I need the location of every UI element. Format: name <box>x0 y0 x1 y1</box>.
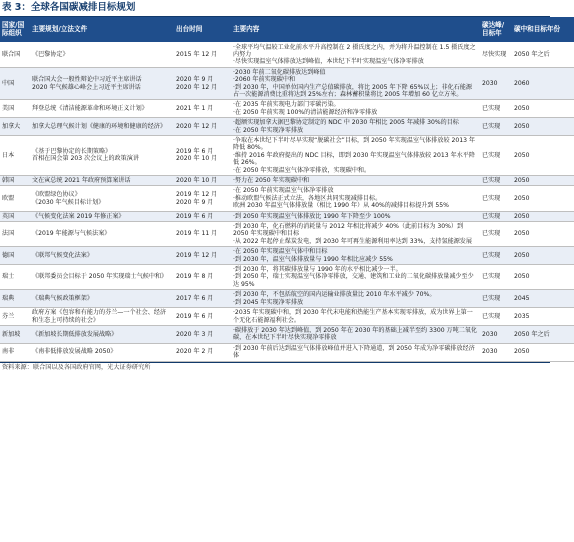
cell-country: 韩国 <box>0 176 30 186</box>
cell-neutral-year: 2050 <box>512 265 574 290</box>
cell-content <box>231 211 480 221</box>
table-row <box>0 308 574 326</box>
cell-country: 中国 <box>0 67 30 100</box>
cell-country: 瑞士 <box>0 265 30 290</box>
content-line: ·尽快实现温室气体排放达到峰值，本世纪下半叶实现温室气体净零排放 <box>233 58 424 66</box>
cell-country: 日本 <box>0 135 30 175</box>
carbon-targets-table <box>0 17 574 362</box>
document-line: 《基于巴黎协定的长期策略》 <box>32 148 112 156</box>
cell-time <box>174 67 231 100</box>
cell-peak-year: 已实现 <box>480 100 512 118</box>
content-line: ·在 2050 年实现温室气体净零排放，实现碳中和。 <box>233 166 371 174</box>
content-line: ·到 2030 年，温室气体排放量与 1990 年相比应减少 55% <box>233 255 393 263</box>
cell-time <box>174 247 231 265</box>
column-header-peak-year: 碳达峰/目标年 <box>480 17 512 42</box>
content-line: ·到 2030 年，化石燃料的消耗量与 2012 年相比将减少 40%（此前目标为 30%）到 2050 年实现碳中和目标 <box>233 223 464 238</box>
cell-time <box>174 135 231 175</box>
document-line: 《联邦委员会目标于 2050 年实现瑞士气候中和》 <box>32 273 168 281</box>
cell-peak-year: 已实现 <box>480 186 512 211</box>
content-line: ·2030 年前二氧化碳排放达到峰值 <box>233 68 326 76</box>
content-line: ·推动欧盟气候法正式立法，各地区共同实现减排目标。 <box>233 194 382 202</box>
cell-neutral-year: 2050 年之后 <box>512 325 574 343</box>
table-row <box>0 265 574 290</box>
time-line: 2020 年 10 月 <box>176 155 218 163</box>
cell-document <box>30 325 174 343</box>
cell-document <box>30 176 174 186</box>
table-title: 表 3：全球各国碳减排目标规划 <box>0 0 550 17</box>
cell-country: 加拿大 <box>0 118 30 136</box>
cell-peak-year: 已实现 <box>480 176 512 186</box>
document-line: 《南非低排放发展战略 2050》 <box>32 348 117 356</box>
cell-time <box>174 42 231 67</box>
cell-document <box>30 211 174 221</box>
column-header-time: 出台时间 <box>174 17 231 42</box>
document-line: 《瑞典气候政策框架》 <box>32 294 93 302</box>
cell-time <box>174 308 231 326</box>
column-header-neutral-year: 碳中和目标年份 <box>512 17 574 42</box>
cell-neutral-year: 2050 <box>512 343 574 361</box>
cell-peak-year: 已实现 <box>480 308 512 326</box>
cell-time <box>174 325 231 343</box>
document-line: 2020 年气候雄心峰会上习近平主席讲话 <box>32 83 141 91</box>
cell-time <box>174 118 231 136</box>
table-row <box>0 67 574 100</box>
content-line: ·2060 年前实现碳中和 <box>233 76 296 84</box>
cell-country: 欧盟 <box>0 186 30 211</box>
content-line: ·到 2050 年实现温室气体排放比 1990 年下降至少 100% <box>233 212 391 220</box>
cell-document <box>30 247 174 265</box>
table-row <box>0 42 574 67</box>
cell-peak-year: 尽快实现 <box>480 42 512 67</box>
cell-content <box>231 42 480 67</box>
cell-country: 瑞典 <box>0 290 30 308</box>
content-line: ·在 2050 年前实现 100%的清洁能源经济和净零排放 <box>233 108 378 116</box>
cell-peak-year: 2030 <box>480 343 512 361</box>
content-line: ·到 2030 年前后达到温室气体排放峰值并进入下降通道，到 2050 年成为净零碳排放经济体 <box>233 344 475 360</box>
time-line: 2019 年 6 月 <box>176 312 214 320</box>
content-line: 欧洲 2030 年温室气体排放量（相比 1990 年）从 40%的减排目标提升到 55% <box>233 202 449 210</box>
time-line: 2019 年 6 月 <box>176 212 214 220</box>
cell-peak-year: 已实现 <box>480 222 512 247</box>
content-line: ·努力在 2050 年实现碳中和 <box>233 177 310 184</box>
cell-country: 联合国 <box>0 42 30 67</box>
cell-document <box>30 42 174 67</box>
table-row <box>0 222 574 247</box>
time-line: 2020 年 12 月 <box>176 122 218 130</box>
cell-peak-year: 已实现 <box>480 211 512 221</box>
document-line: 加拿大总理气候计划《健康的环境和健康的经济》 <box>32 122 167 130</box>
cell-document <box>30 67 174 100</box>
cell-document <box>30 135 174 175</box>
cell-content <box>231 325 480 343</box>
cell-document <box>30 118 174 136</box>
time-line: 2017 年 6 月 <box>176 294 214 302</box>
cell-time <box>174 176 231 186</box>
time-line: 2015 年 12 月 <box>176 50 218 58</box>
time-line: 2019 年 11 月 <box>176 230 218 238</box>
cell-peak-year: 已实现 <box>480 265 512 290</box>
content-line: ·在 2050 年前实现温室气体净零排放 <box>233 187 334 195</box>
cell-document <box>30 100 174 118</box>
time-line: 2019 年 12 月 <box>176 191 218 199</box>
cell-content <box>231 343 480 361</box>
table-row <box>0 290 574 308</box>
document-line: 《2030 年气候目标计划》 <box>32 198 105 206</box>
document-line: 拜登总统《清洁能源革命和环境正义计划》 <box>32 105 148 113</box>
cell-country: 美国 <box>0 100 30 118</box>
cell-time <box>174 222 231 247</box>
source-note: 资料来源：联合国以及各国政府官网，光大证券研究所 <box>0 362 550 372</box>
content-line: ·在 2050 年实现温室气体中和目标 <box>233 248 328 256</box>
cell-neutral-year: 2050 <box>512 247 574 265</box>
table-row <box>0 211 574 221</box>
table-row <box>0 186 574 211</box>
cell-time <box>174 343 231 361</box>
content-line: ·在 2050 年实现净零排放 <box>233 126 304 134</box>
document-line: 《2019 年能源与气候法案》 <box>32 230 111 238</box>
document-line: 《欧盟绿色协议》 <box>32 191 81 199</box>
cell-content <box>231 176 480 186</box>
document-line: 联合国大会一般性辩论中习近平主席讲话 <box>32 76 142 84</box>
cell-peak-year: 2030 <box>480 67 512 100</box>
cell-document <box>30 265 174 290</box>
cell-time <box>174 290 231 308</box>
cell-content <box>231 186 480 211</box>
time-line: 2019 年 8 月 <box>176 273 214 281</box>
cell-neutral-year: 2050 <box>512 211 574 221</box>
cell-time <box>174 100 231 118</box>
content-line: ·到 2030 年，将其碳排放量与 1990 年的水平相比减少一半。 <box>233 266 402 274</box>
cell-document <box>30 290 174 308</box>
document-line: 《巴黎协定》 <box>32 50 69 58</box>
cell-content <box>231 118 480 136</box>
document-line: 《联邦气候变化法案》 <box>32 251 93 259</box>
cell-peak-year: 已实现 <box>480 135 512 175</box>
content-line: ·争取在本世纪下半叶尽早实现“脱碳社会”目标，到 2050 年实现温室气体排放较 2013 年降低 80%。 <box>233 136 476 152</box>
time-line: 2020 年 9 月 <box>176 198 214 206</box>
cell-time <box>174 186 231 211</box>
cell-country: 德国 <box>0 247 30 265</box>
cell-content <box>231 308 480 326</box>
cell-content <box>231 222 480 247</box>
content-line: ·在 2035 年前实现电力部门零碳污染。 <box>233 101 340 109</box>
content-line: ·到 2045 年实现净零排放 <box>233 298 304 306</box>
content-line: ·全球平均气温较工业化前水平升高控制在 2 摄氏度之内，并为将升温控制在 1.5 摄氏度之内努力 <box>233 43 476 58</box>
time-line: 2021 年 1 月 <box>176 105 214 113</box>
cell-content <box>231 265 480 290</box>
cell-country: 新加坡 <box>0 325 30 343</box>
cell-neutral-year: 2050 <box>512 176 574 186</box>
cell-neutral-year: 2045 <box>512 290 574 308</box>
time-line: 2020 年 9 月 <box>176 76 214 84</box>
cell-peak-year: 已实现 <box>480 290 512 308</box>
column-header-country: 国家/国际组织 <box>0 17 30 42</box>
document-line: 政府方案《包容和有能力的芬兰—一个社会、经济和生态上可持续的社会》 <box>32 309 167 324</box>
time-line: 2019 年 6 月 <box>176 148 214 156</box>
cell-document <box>30 343 174 361</box>
cell-document <box>30 186 174 211</box>
cell-neutral-year: 2060 <box>512 67 574 100</box>
cell-neutral-year: 2050 <box>512 186 574 211</box>
content-line: ·2035 年实现碳中和，到 2030 年代末电能和热能生产基本实现零排放，成为世界上第一个无化石能源福利社会。 <box>233 309 473 324</box>
table-row <box>0 135 574 175</box>
column-header-document: 主要规划/立法文件 <box>30 17 174 42</box>
document-line: 《气候变化法案 2019 年修正案》 <box>32 212 125 220</box>
content-line: ·到 2050 年，瑞士实现温室气体净零排放，交通、建筑和工业的二氧化碳排放量减少至少达 95% <box>233 273 474 288</box>
cell-neutral-year: 2050 <box>512 100 574 118</box>
content-line: ·超额实现加拿大据巴黎协定制定的 NDC 中 2030 年相比 2005 年减排 30%的目标 <box>233 119 459 127</box>
table-row <box>0 118 574 136</box>
cell-country: 英国 <box>0 211 30 221</box>
cell-neutral-year: 2050 <box>512 135 574 175</box>
table-row <box>0 325 574 343</box>
cell-time <box>174 211 231 221</box>
table-row <box>0 247 574 265</box>
table-header-row <box>0 17 574 42</box>
cell-country: 法国 <box>0 222 30 247</box>
cell-document <box>30 222 174 247</box>
cell-neutral-year: 2050 年之后 <box>512 42 574 67</box>
cell-content <box>231 100 480 118</box>
content-line: ·维持 2016 年政府提出的 NDC 目标，即到 2030 年实现温室气体排放较 2013 年水平降低 26%。 <box>233 151 475 167</box>
table-row <box>0 176 574 186</box>
cell-peak-year: 已实现 <box>480 247 512 265</box>
cell-time <box>174 265 231 290</box>
cell-content <box>231 290 480 308</box>
document-line: 《新加坡长期低排放发展战略》 <box>32 330 118 338</box>
cell-neutral-year: 2050 <box>512 222 574 247</box>
content-line: ·从 2022 年起停止煤炭发电，到 2030 年可再生能源利用率达到 33%，支持氢能源发展 <box>233 237 472 245</box>
cell-neutral-year: 2050 <box>512 118 574 136</box>
cell-country: 芬兰 <box>0 308 30 326</box>
cell-content <box>231 135 480 175</box>
time-line: 2019 年 12 月 <box>176 251 218 259</box>
column-header-content: 主要内容 <box>231 17 480 42</box>
cell-document <box>30 308 174 326</box>
document-line: 文在寅总统 2021 年政府预算案讲话 <box>32 177 131 184</box>
time-line: 2020 年 3 月 <box>176 330 214 338</box>
time-line: 2020 年 12 月 <box>176 83 218 91</box>
cell-country: 南非 <box>0 343 30 361</box>
table-body <box>0 42 574 361</box>
cell-peak-year: 2030 <box>480 325 512 343</box>
cell-content <box>231 67 480 100</box>
content-line: ·到 2030 年，不包括航空的国内运输业排放量比 2010 年水平减少 70%。 <box>233 291 436 299</box>
content-line: ·到 2030 年，中国单位国内生产总值碳排放，将比 2005 年下降 65%以上；非化石能源占一次能源消费比重将达到 25%左右；森林蓄积量将比 2005 年增加 60 亿立方米。 <box>233 83 472 98</box>
cell-neutral-year: 2035 <box>512 308 574 326</box>
cell-content <box>231 247 480 265</box>
time-line: 2020 年 10 月 <box>176 177 218 184</box>
table-row <box>0 100 574 118</box>
time-line: 2020 年 2 月 <box>176 348 214 356</box>
table-row <box>0 343 574 361</box>
content-line: ·碳排放于 2030 年达到峰值，到 2050 年在 2030 年的基础上减半至约 3300 万吨二氧化碳，在本世纪下半叶尽快实现净零排放 <box>233 326 477 342</box>
cell-peak-year: 已实现 <box>480 118 512 136</box>
document-line: 首相在国会第 203 次会议上的政策演讲 <box>32 155 139 163</box>
